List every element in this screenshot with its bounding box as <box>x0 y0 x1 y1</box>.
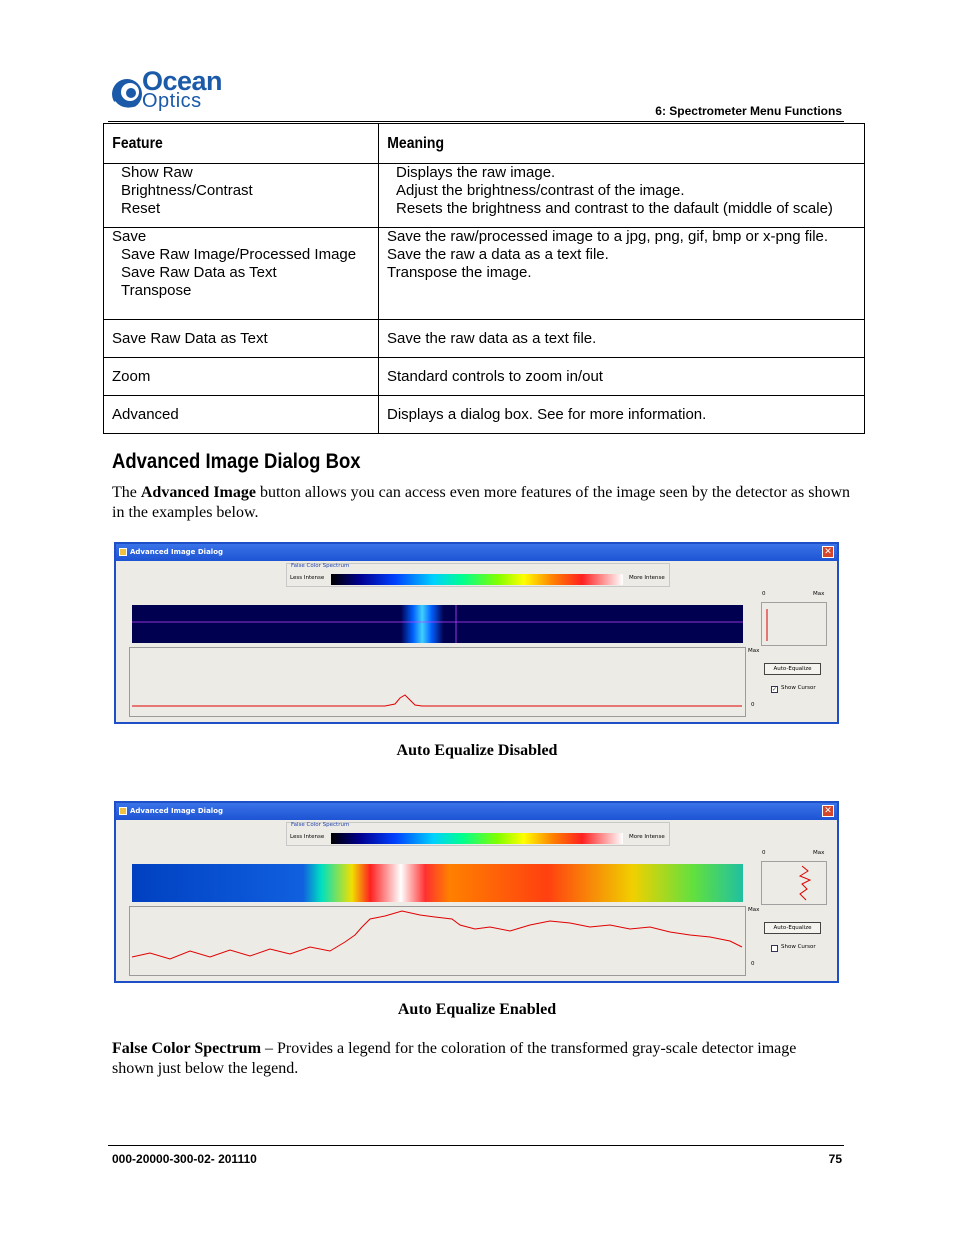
meaning-cell <box>379 164 865 228</box>
feature-line: Transpose <box>121 282 192 299</box>
meaning-line: Transpose the image. <box>387 264 532 281</box>
footer-doc-number: 000-20000-300-02- 201110 <box>112 1152 257 1166</box>
meaning-cell: Standard controls to zoom in/out <box>379 358 865 396</box>
intro-prefix: The <box>112 484 141 501</box>
logo-word-ocean: Ocean <box>142 66 223 96</box>
header-rule <box>108 121 844 122</box>
table-row <box>104 320 865 358</box>
legend-title: False Color Spectrum <box>291 822 350 828</box>
intensity-trace <box>130 907 745 975</box>
cross-section-trace <box>762 862 826 904</box>
header-feature: Feature <box>111 134 162 152</box>
show-cursor-label: Show Cursor <box>781 944 816 950</box>
legend-less-label: Less Intense <box>290 834 325 840</box>
closing-rest: – Provides a legend for the coloration of the transformed gray-scale detector image shown just below the legend. <box>112 1040 797 1077</box>
feature-line: Save Raw Image/Processed Image <box>121 246 357 263</box>
intro-suffix: button allows you can access even more features of the image seen by the detector as shown in the examples below. <box>112 484 850 521</box>
meaning-line: Save the raw/processed image to a jpg, png, gif, bmp or x-png file. <box>387 228 829 245</box>
dialog-title: Advanced Image Dialog <box>130 807 224 815</box>
feature-line: Save <box>112 228 147 245</box>
legend-more-label: More Intense <box>629 834 665 840</box>
close-icon[interactable]: ✕ <box>822 805 834 817</box>
table-row <box>104 358 865 396</box>
false-color-legend <box>286 822 670 846</box>
scale-max-side: Max <box>748 648 760 654</box>
intro-bold: Advanced Image <box>140 484 256 501</box>
legend-more-label: More Intense <box>629 575 665 581</box>
legend-color-bar <box>331 574 623 585</box>
running-header: 6: Spectrometer Menu Functions <box>655 104 842 118</box>
table-header-row <box>104 124 865 164</box>
meaning-cell <box>379 228 865 320</box>
scale-max-top: Max <box>813 850 825 856</box>
scale-zero-side: 0 <box>751 702 755 708</box>
scale-zero-side: 0 <box>751 961 755 967</box>
meaning-line: Save the raw a data as a text file. <box>387 246 609 263</box>
feature-table <box>103 123 865 434</box>
table-header-cell <box>379 124 826 164</box>
feature-line: Save Raw Data as Text <box>121 264 277 281</box>
table-row <box>104 164 865 228</box>
false-color-legend <box>286 563 670 587</box>
ocean-optics-logo <box>110 66 240 118</box>
intensity-plot <box>129 906 746 976</box>
logo-swirl-icon <box>110 72 144 116</box>
show-cursor-checkbox[interactable]: ✓ <box>772 686 778 693</box>
app-icon <box>119 548 127 556</box>
meaning-line: Resets the brightness and contrast to the dafault (middle of scale) <box>396 200 833 217</box>
closing-paragraph <box>112 1039 832 1079</box>
meaning-line: Displays the raw image. <box>396 164 556 181</box>
feature-cell: Advanced <box>104 396 379 434</box>
advanced-image-dialog-2 <box>114 801 839 983</box>
cross-section-box <box>761 602 827 646</box>
show-cursor-checkbox[interactable] <box>771 945 778 952</box>
advanced-image-dialog-1 <box>114 542 839 724</box>
intensity-plot <box>129 647 746 717</box>
detector-image[interactable] <box>132 864 743 902</box>
logo-word-optics: Optics <box>142 90 202 112</box>
scale-max-side: Max <box>748 907 760 913</box>
footer-rule <box>108 1145 844 1146</box>
feature-cell: Save Raw Data as Text <box>104 320 379 358</box>
legend-color-bar <box>331 833 623 844</box>
footer-page-number: 75 <box>828 1152 842 1166</box>
legend-title: False Color Spectrum <box>291 563 350 569</box>
meaning-line: Adjust the brightness/contrast of the image. <box>396 182 685 199</box>
dialog-titlebar <box>116 544 837 561</box>
dialog-title: Advanced Image Dialog <box>130 548 224 556</box>
close-icon[interactable]: ✕ <box>822 546 834 558</box>
show-cursor-label: Show Cursor <box>781 685 816 691</box>
cross-section-box <box>761 861 827 905</box>
table-header-cell <box>104 124 357 164</box>
feature-cell <box>104 164 379 228</box>
feature-line: Reset <box>121 200 161 217</box>
table-row <box>104 396 865 434</box>
figure-caption-1: Auto Equalize Disabled <box>396 742 558 759</box>
meaning-cell: Displays a dialog box. See for more information. <box>379 396 865 434</box>
feature-line: Brightness/Contrast <box>121 182 253 199</box>
legend-less-label: Less Intense <box>290 575 325 581</box>
table-row <box>104 228 865 320</box>
feature-cell <box>104 228 379 320</box>
meaning-cell: Save the raw data as a text file. <box>379 320 865 358</box>
scale-zero-top: 0 <box>762 850 766 856</box>
figure-caption-2: Auto Equalize Enabled <box>397 1001 557 1018</box>
scale-max-top: Max <box>813 591 825 597</box>
app-icon <box>119 807 127 815</box>
section-heading: Advanced Image Dialog Box <box>112 450 361 473</box>
closing-bold: False Color Spectrum <box>112 1040 262 1057</box>
scale-zero-top: 0 <box>762 591 766 597</box>
auto-equalize-button[interactable]: Auto-Equalize <box>764 922 821 934</box>
cross-section-trace <box>762 603 826 645</box>
header-meaning: Meaning <box>386 134 444 152</box>
feature-cell: Zoom <box>104 358 379 396</box>
intro-paragraph <box>112 483 852 523</box>
detector-image[interactable] <box>132 605 743 643</box>
auto-equalize-button[interactable]: Auto-Equalize <box>764 663 821 675</box>
feature-line: Show Raw <box>121 164 193 181</box>
intensity-trace <box>130 648 745 716</box>
dialog-titlebar <box>116 803 837 820</box>
